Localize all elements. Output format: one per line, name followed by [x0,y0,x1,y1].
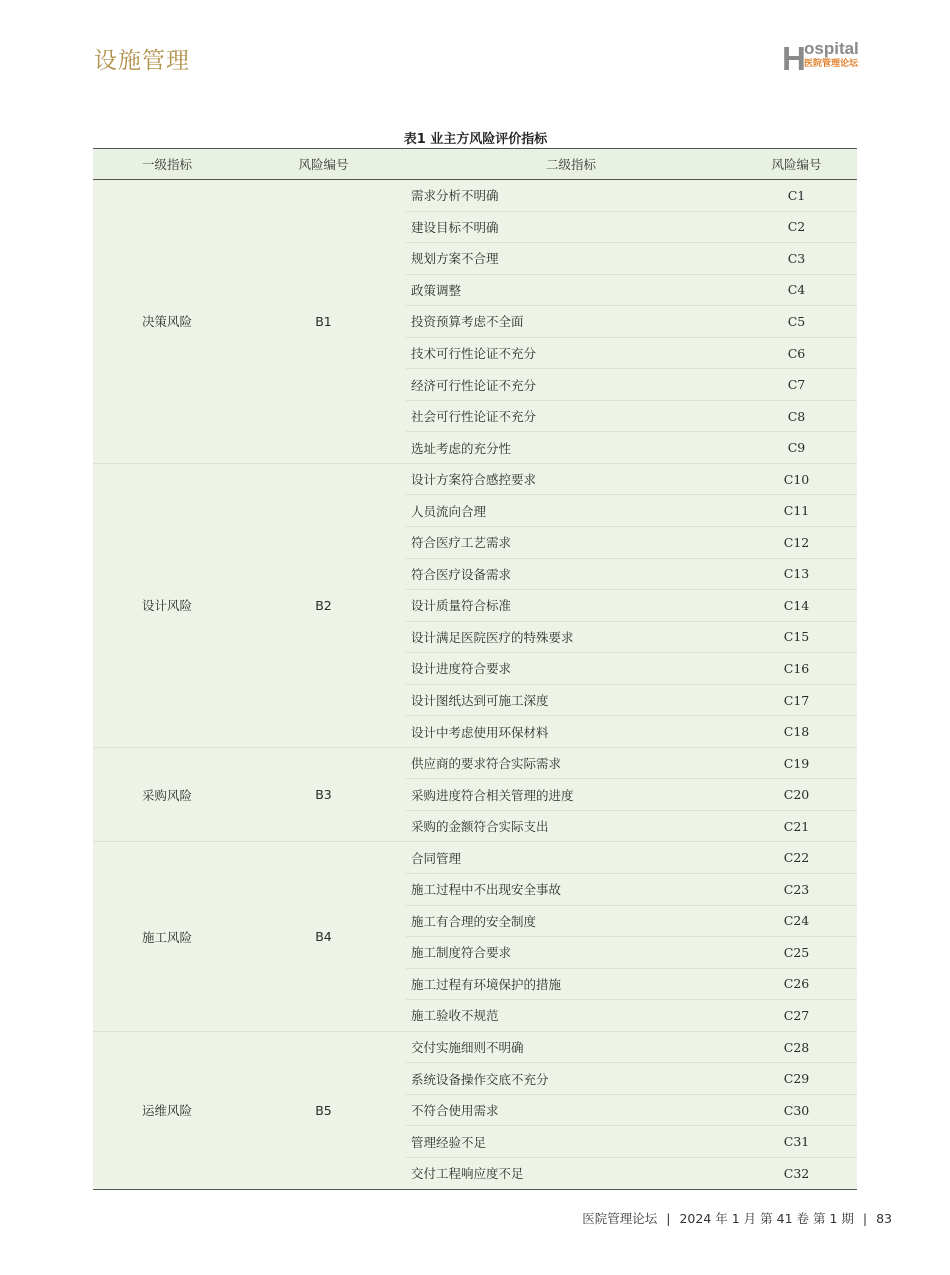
risk-indicator-table [93,148,857,1190]
primary-indicator-cell: 施工风险 [93,842,241,1031]
secondary-code-cell: C31 [736,1126,857,1158]
secondary-code-cell: C29 [736,1063,857,1095]
secondary-indicator-cell: 施工制度符合要求 [406,937,736,969]
issue-info: 2024 年 1 月 第 41 卷 第 1 期 [679,1211,854,1226]
secondary-code-cell: C8 [736,400,857,432]
secondary-code-cell: C3 [736,243,857,275]
secondary-indicator-cell: 施工有合理的安全制度 [406,905,736,937]
secondary-code-cell: C7 [736,369,857,401]
secondary-code-cell: C6 [736,337,857,369]
secondary-indicator-cell: 人员流向合理 [406,495,736,527]
secondary-code-cell: C18 [736,716,857,748]
column-header: 风险编号 [241,149,406,180]
secondary-indicator-cell: 采购的金额符合实际支出 [406,810,736,842]
secondary-indicator-cell: 施工过程中不出现安全事故 [406,874,736,906]
logo-letter: H [782,40,806,77]
secondary-code-cell: C12 [736,527,857,559]
secondary-indicator-cell: 政策调整 [406,274,736,306]
secondary-indicator-cell: 供应商的要求符合实际需求 [406,747,736,779]
table-row [93,180,857,212]
table-header-row [93,149,857,180]
secondary-indicator-cell: 交付工程响应度不足 [406,1157,736,1189]
secondary-indicator-cell: 不符合使用需求 [406,1094,736,1126]
secondary-code-cell: C23 [736,874,857,906]
secondary-indicator-cell: 交付实施细则不明确 [406,1031,736,1063]
secondary-code-cell: C30 [736,1094,857,1126]
secondary-indicator-cell: 设计方案符合感控要求 [406,463,736,495]
secondary-code-cell: C11 [736,495,857,527]
secondary-indicator-cell: 设计满足医院医疗的特殊要求 [406,621,736,653]
secondary-indicator-cell: 经济可行性论证不充分 [406,369,736,401]
primary-indicator-cell: 决策风险 [93,180,241,464]
primary-code-cell: B4 [241,842,406,1031]
secondary-indicator-cell: 规划方案不合理 [406,243,736,275]
journal-name: 医院管理论坛 [582,1211,658,1226]
logo-word: ospital [804,39,859,58]
primary-indicator-cell: 采购风险 [93,747,241,842]
table-row [93,842,857,874]
secondary-code-cell: C1 [736,180,857,212]
secondary-code-cell: C21 [736,810,857,842]
secondary-code-cell: C32 [736,1157,857,1189]
secondary-indicator-cell: 设计中考虑使用环保材料 [406,716,736,748]
primary-code-cell: B2 [241,463,406,747]
secondary-indicator-cell: 施工过程有环境保护的措施 [406,968,736,1000]
secondary-indicator-cell: 技术可行性论证不充分 [406,337,736,369]
secondary-code-cell: C17 [736,684,857,716]
secondary-indicator-cell: 设计进度符合要求 [406,653,736,685]
secondary-indicator-cell: 社会可行性论证不充分 [406,400,736,432]
primary-indicator-cell: 设计风险 [93,463,241,747]
primary-code-cell: B5 [241,1031,406,1189]
secondary-code-cell: C5 [736,306,857,338]
secondary-indicator-cell: 管理经验不足 [406,1126,736,1158]
table-row [93,463,857,495]
hospital-logo [782,40,860,76]
secondary-code-cell: C24 [736,905,857,937]
secondary-code-cell: C22 [736,842,857,874]
page-footer [582,1209,892,1227]
secondary-indicator-cell: 符合医疗工艺需求 [406,527,736,559]
table-row [93,1031,857,1063]
page-number: 83 [876,1211,892,1226]
secondary-indicator-cell: 合同管理 [406,842,736,874]
secondary-code-cell: C10 [736,463,857,495]
secondary-indicator-cell: 投资预算考虑不全面 [406,306,736,338]
secondary-code-cell: C27 [736,1000,857,1032]
secondary-code-cell: C16 [736,653,857,685]
primary-indicator-cell: 运维风险 [93,1031,241,1189]
secondary-code-cell: C9 [736,432,857,464]
secondary-code-cell: C25 [736,937,857,969]
primary-code-cell: B3 [241,747,406,842]
secondary-indicator-cell: 建设目标不明确 [406,211,736,243]
secondary-indicator-cell: 符合医疗设备需求 [406,558,736,590]
secondary-code-cell: C15 [736,621,857,653]
column-header: 风险编号 [736,149,857,180]
secondary-indicator-cell: 需求分析不明确 [406,180,736,212]
primary-code-cell: B1 [241,180,406,464]
secondary-indicator-cell: 设计图纸达到可施工深度 [406,684,736,716]
secondary-indicator-cell: 采购进度符合相关管理的进度 [406,779,736,811]
footer-separator: | [666,1211,671,1226]
column-header: 二级指标 [406,149,736,180]
secondary-indicator-cell: 设计质量符合标准 [406,590,736,622]
secondary-code-cell: C26 [736,968,857,1000]
secondary-indicator-cell: 选址考虑的充分性 [406,432,736,464]
secondary-code-cell: C4 [736,274,857,306]
secondary-code-cell: C13 [736,558,857,590]
table-caption: 表1 业主方风险评价指标 [403,132,548,147]
secondary-code-cell: C20 [736,779,857,811]
secondary-indicator-cell: 系统设备操作交底不充分 [406,1063,736,1095]
column-header: 一级指标 [93,149,241,180]
logo-subtitle: 医院管理论坛 [804,59,859,69]
table-body [93,180,857,1190]
table-row [93,747,857,779]
section-title: 设施管理 [94,48,190,74]
secondary-code-cell: C19 [736,747,857,779]
secondary-indicator-cell: 施工验收不规范 [406,1000,736,1032]
secondary-code-cell: C14 [736,590,857,622]
secondary-code-cell: C28 [736,1031,857,1063]
secondary-code-cell: C2 [736,211,857,243]
footer-separator: | [862,1211,868,1226]
